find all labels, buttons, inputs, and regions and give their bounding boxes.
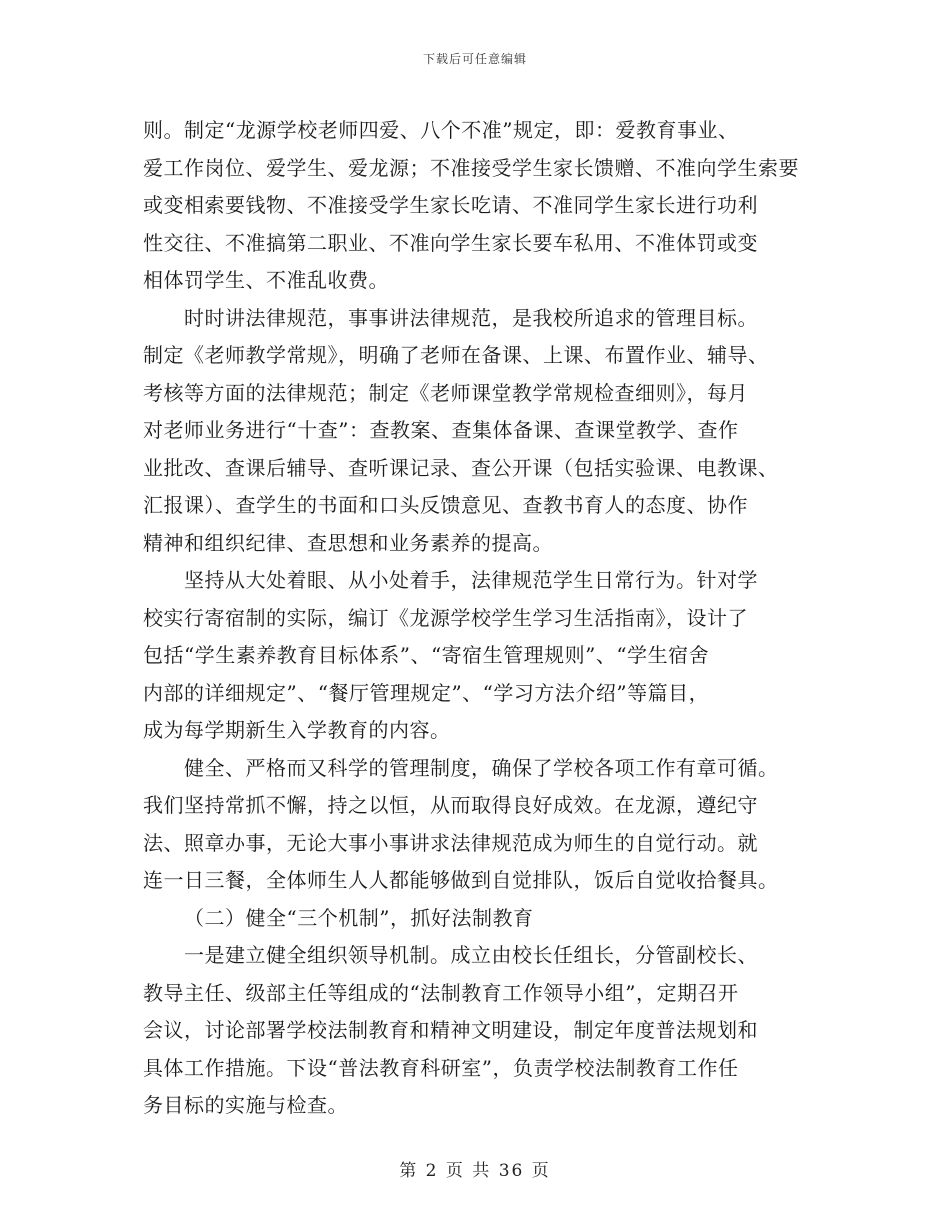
text-line: 对老师业务进行“十查”：查教案、查集体备课、查课堂教学、查作	[143, 418, 739, 442]
text-line: 制定《老师教学常规》，明确了老师在备课、上课、布置作业、辅导、	[143, 343, 769, 367]
text-line: 具体工作措施。下设“普法教育科研室”，负责学校法制教育工作任	[143, 1055, 739, 1080]
text-line: 校实行寄宿制的实际，编订《龙源学校学生学习生活指南》，设计了	[143, 605, 748, 630]
text-line: 法、照章办事，无论大事小事讲求法律规范成为师生的自觉行动。就	[143, 830, 758, 855]
text-line: 或变相索要钱物、不准接受学生家长吃请、不准同学生家长进行功利	[143, 193, 758, 217]
text-line: 业批改、查课后辅导、查听课记录、查公开课（包括实验课、电教课、	[143, 455, 779, 480]
text-line: 精神和组织纪律、查思想和业务素养的提高。	[143, 530, 553, 555]
text-line: 我们坚持常抓不懈，持之以恒，从而取得良好成效。在龙源，遵纪守	[143, 793, 758, 817]
text-line: 爱工作岗位、爱学生、爱龙源；不准接受学生家长馈赠、不准向学生索要	[143, 155, 799, 180]
text-line: 考核等方面的法律规范；制定《老师课堂教学常规检查细则》，每月	[143, 380, 748, 405]
text-line: 务目标的实施与检查。	[143, 1093, 348, 1117]
document-body	[143, 112, 813, 1125]
paragraph-start-line: 坚持从大处着眼、从小处着手，法律规范学生日常行为。针对学	[184, 568, 758, 592]
section-heading: （二）健全“三个机制”，抓好法制教育	[184, 905, 534, 930]
text-line: 教导主任、级部主任等组成的“法制教育工作领导小组”，定期召开	[143, 980, 739, 1005]
paragraph-start-line: 一是建立健全组织领导机制。成立由校长任组长，分管副校长、	[184, 943, 758, 967]
text-line: 会议，讨论部署学校法制教育和精神文明建设，制定年度普法规划和	[143, 1018, 758, 1042]
text-line: 连一日三餐，全体师生人人都能够做到自觉排队，饭后自觉收拾餐具。	[143, 868, 779, 892]
text-line: 包括“学生素养教育目标体系”、“寄宿生管理规则”、“学生宿舍	[143, 643, 710, 667]
text-line: 成为每学期新生入学教育的内容。	[143, 718, 451, 742]
paragraph-start-line: 时时讲法律规范，事事讲法律规范，是我校所追求的管理目标。	[184, 305, 758, 330]
text-line: 相体罚学生、不准乱收费。	[143, 268, 389, 292]
text-line: 性交往、不准搞第二职业、不准向学生家长要车私用、不准体罚或变	[143, 230, 758, 255]
page-number-footer: 第 2 页 共 36 页	[399, 1161, 551, 1181]
text-line: 汇报课）、查学生的书面和口头反馈意见、查教书育人的态度、协作	[143, 493, 748, 517]
text-line: 内部的详细规定”、“餐厅管理规定”、“学习方法介绍”等篇目，	[143, 680, 710, 705]
page-header: 下载后可任意编辑	[422, 52, 527, 66]
paragraph-start-line: 健全、严格而又科学的管理制度，确保了学校各项工作有章可循。	[184, 755, 779, 780]
text-line: 则。制定“龙源学校老师四爱、八个不准”规定，即：爱教育事业、	[143, 118, 739, 142]
